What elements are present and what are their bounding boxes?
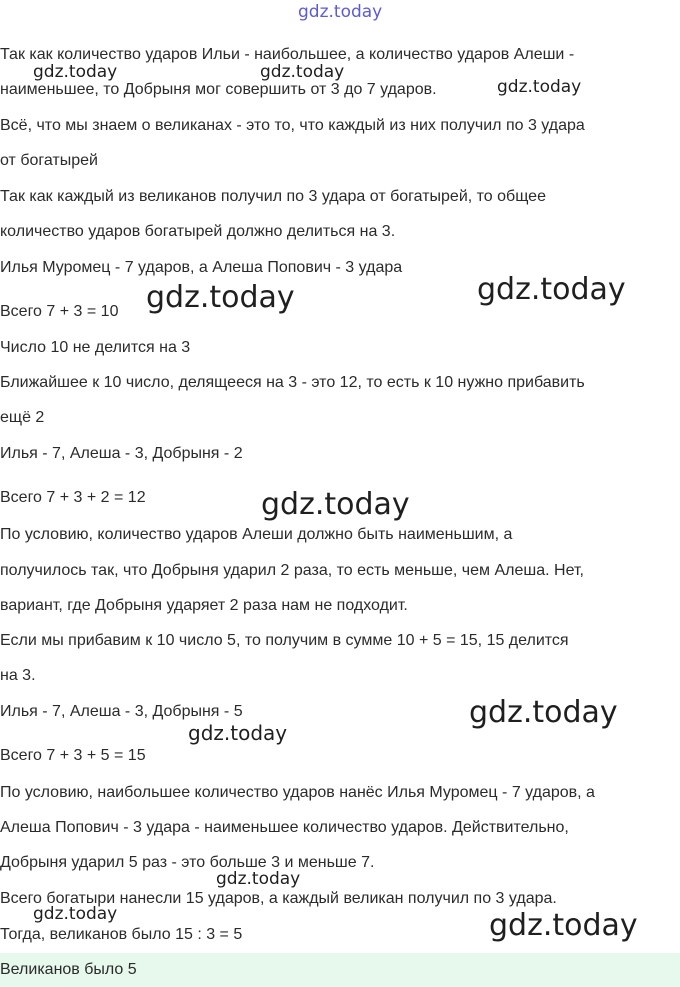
text-line: ещё 2 [0,409,45,426]
text-line: Илья - 7, Алеша - 3, Добрыня - 5 [0,703,243,720]
text-line: По условию, наибольшее количество ударов нанёс Илья Муромец - 7 ударов, а [0,784,595,801]
text-line: Тогда, великанов было 15 : 3 = 5 [0,926,243,943]
text-line: Добрыня ударил 5 раз - это больше 3 и меньше 7. [0,854,375,871]
watermark: gdz.today [261,487,410,522]
text-line: Если мы прибавим к 10 число 5, то получим в сумме 10 + 5 = 15, 15 делится [0,632,569,649]
text-line: наименьшее, то Добрыня мог совершить от 3 до 7 ударов. [0,81,437,98]
text-line: Илья Муромец - 7 ударов, а Алеша Попович - 3 удара [0,259,403,276]
text-line: Всего 7 + 3 = 10 [0,303,119,320]
watermark: gdz.today [188,721,288,745]
text-line: на 3. [0,667,36,684]
text-line: Так как количество ударов Ильи - наибольшее, а количество ударов Алеши - [0,46,575,63]
text-line: количество ударов богатырей должно делиться на 3. [0,223,396,240]
text-line: получилось так, что Добрыня ударил 2 раза, то есть меньше, чем Алеша. Нет, [0,562,584,579]
text-line: Алеша Попович - 3 удара - наименьшее количество ударов. Действительно, [0,819,569,836]
watermark: gdz.today [260,62,345,82]
header-watermark: gdz.today [298,2,383,22]
watermark: gdz.today [146,280,295,315]
text-line: Всего 7 + 3 + 2 = 12 [0,489,146,506]
watermark: gdz.today [489,908,638,943]
text-line: от богатырей [0,152,98,169]
text-line: Илья - 7, Алеша - 3, Добрыня - 2 [0,445,243,462]
text-line: Всё, что мы знаем о великанах - это то, что каждый из них получил по 3 удара [0,117,585,134]
text-line: Число 10 не делится на 3 [0,339,191,356]
text-line: Так как каждый из великанов получил по 3 удара от богатырей, то общее [0,188,546,205]
watermark: gdz.today [469,695,618,730]
text-line: Всего 7 + 3 + 5 = 15 [0,747,146,764]
watermark: gdz.today [33,904,118,924]
watermark: gdz.today [477,272,626,307]
text-line: Ближайшее к 10 число, делящееся на 3 - это 12, то есть к 10 нужно прибавить [0,374,585,391]
text-line: вариант, где Добрыня ударяет 2 раза нам не подходит. [0,597,408,614]
text-line: Всего богатыри нанесли 15 ударов, а каждый великан получил по 3 удара. [0,890,557,907]
watermark: gdz.today [33,62,118,82]
watermark: gdz.today [497,77,582,97]
watermark: gdz.today [216,869,301,889]
answer-text: Великанов было 5 [0,961,137,978]
text-line: По условию, количество ударов Алеши должно быть наименьшим, а [0,526,513,543]
